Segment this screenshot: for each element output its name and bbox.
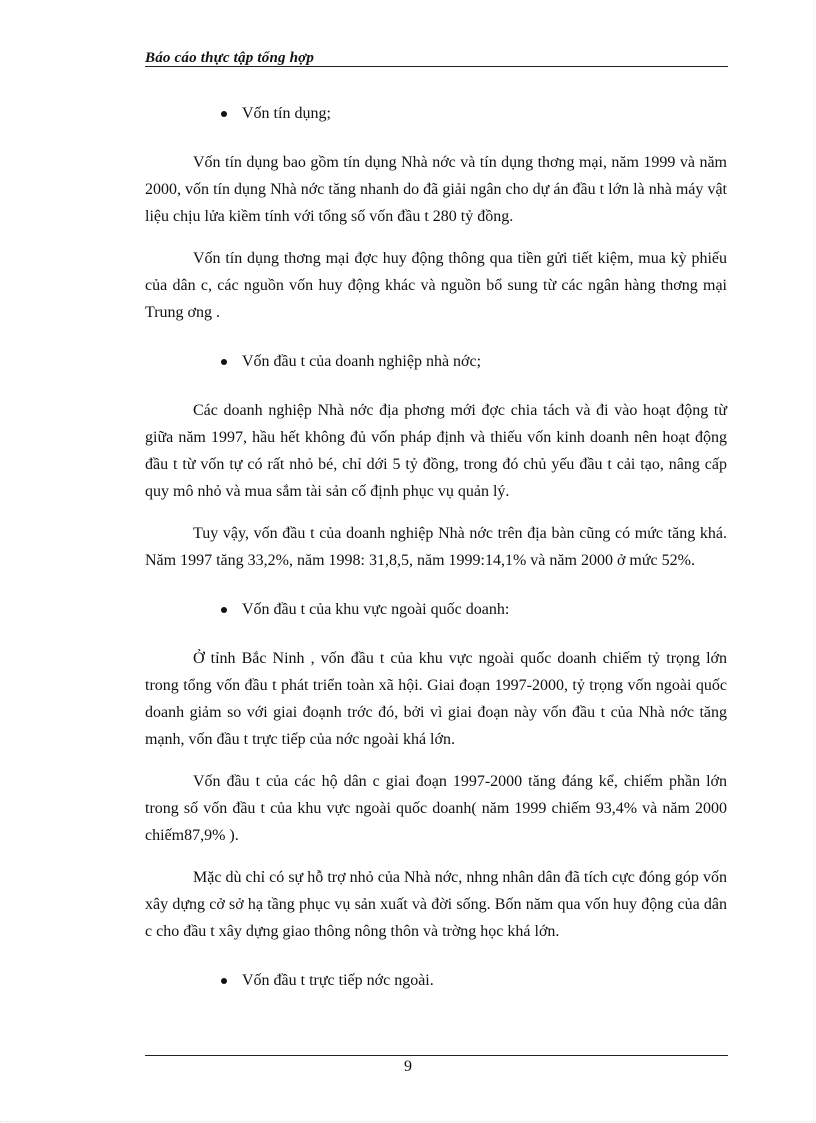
- bullet-text: Vốn đầu t trực tiếp nớc ngoài.: [242, 972, 434, 989]
- bullet-soe-capital: [145, 348, 727, 375]
- bullet-non-state-capital: [145, 596, 727, 623]
- bullet-fdi-capital: [145, 967, 727, 994]
- page-edge-bottom: [0, 1121, 816, 1122]
- bullet-text: Vốn đầu t của khu vực ngoài quốc doanh:: [242, 601, 510, 618]
- bullet-icon: [221, 607, 227, 613]
- paragraph: Tuy vậy, vốn đầu t của doanh nghiệp Nhà nớc trên địa bàn cũng có mức tăng khá. Năm 1997 tăng 33,2%, năm 1998: 31,8,5, năm 1999:14,1% và năm 2000 ở mức 52%.: [145, 525, 727, 569]
- page-number: 9: [404, 1058, 412, 1075]
- header-divider: [145, 66, 728, 67]
- bullet-icon: [221, 978, 227, 984]
- paragraph: Vốn đầu t của các hộ dân c giai đoạn 1997-2000 tăng đáng kể, chiếm phần lớn trong số vốn đầu t của khu vực ngoài quốc doanh( năm 1999 chiếm 93,4% và năm 2000 chiếm87,9% ).: [145, 773, 727, 844]
- bullet-icon: [221, 111, 227, 117]
- document-body: [145, 100, 727, 994]
- paragraph: Các doanh nghiệp Nhà nớc địa phơng mới đợc chia tách và đi vào hoạt động từ giữa năm 1997, hầu hết không đủ vốn pháp định và thiếu vốn kinh doanh nên hoạt động đầu t từ vốn tự có rất nhỏ bé, chỉ dới 5 tỷ đồng, trong đó chủ yếu đầu t cải tạo, nâng cấp quy mô nhỏ và mua sắm tài sản cố định phục vụ quản lý.: [145, 402, 727, 500]
- paragraph: Vốn tín dụng thơng mại đợc huy động thông qua tiền gửi tiết kiệm, mua kỳ phiếu của dân c, các nguồn vốn huy động khác và nguồn bổ sung từ các ngân hàng thơng mại Trung ơng .: [145, 250, 727, 321]
- bullet-text: Vốn tín dụng;: [242, 105, 331, 122]
- paragraph: Mặc dù chỉ có sự hỗ trợ nhỏ của Nhà nớc, nhng nhân dân đã tích cực đóng góp vốn xây dựng cở sở hạ tầng phục vụ sản xuất và đời sống. Bốn năm qua vốn huy động của dân c cho đầu t xây dựng giao thông nông thôn và trờng học khá lớn.: [145, 869, 727, 940]
- running-header: Báo cáo thực tập tổng hợp: [145, 50, 315, 66]
- page-edge-right: [813, 0, 814, 1123]
- paragraph: Ở tỉnh Bắc Ninh , vốn đầu t của khu vực ngoài quốc doanh chiếm tỷ trọng lớn trong tổng vốn đầu t phát triển toàn xã hội. Giai đoạn 1997-2000, tỷ trọng vốn ngoài quốc doanh giảm so với giai đoạnh trớc đó, bởi vì giai đoạn này vốn đầu t của Nhà nớc tăng mạnh, vốn đầu t trực tiếp của nớc ngoài khá lớn.: [145, 650, 727, 748]
- bullet-text: Vốn đầu t của doanh nghiệp nhà nớc;: [242, 353, 482, 370]
- footer-divider: [145, 1055, 728, 1056]
- bullet-icon: [221, 359, 227, 365]
- paragraph: Vốn tín dụng bao gồm tín dụng Nhà nớc và tín dụng thơng mại, năm 1999 và năm 2000, vốn tín dụng Nhà nớc tăng nhanh do đã giải ngân cho dự án đầu t lớn là nhà máy vật liệu chịu lửa kiềm tính với tổng số vốn đầu t 280 tỷ đồng.: [145, 154, 727, 225]
- bullet-credit-capital: [145, 100, 727, 127]
